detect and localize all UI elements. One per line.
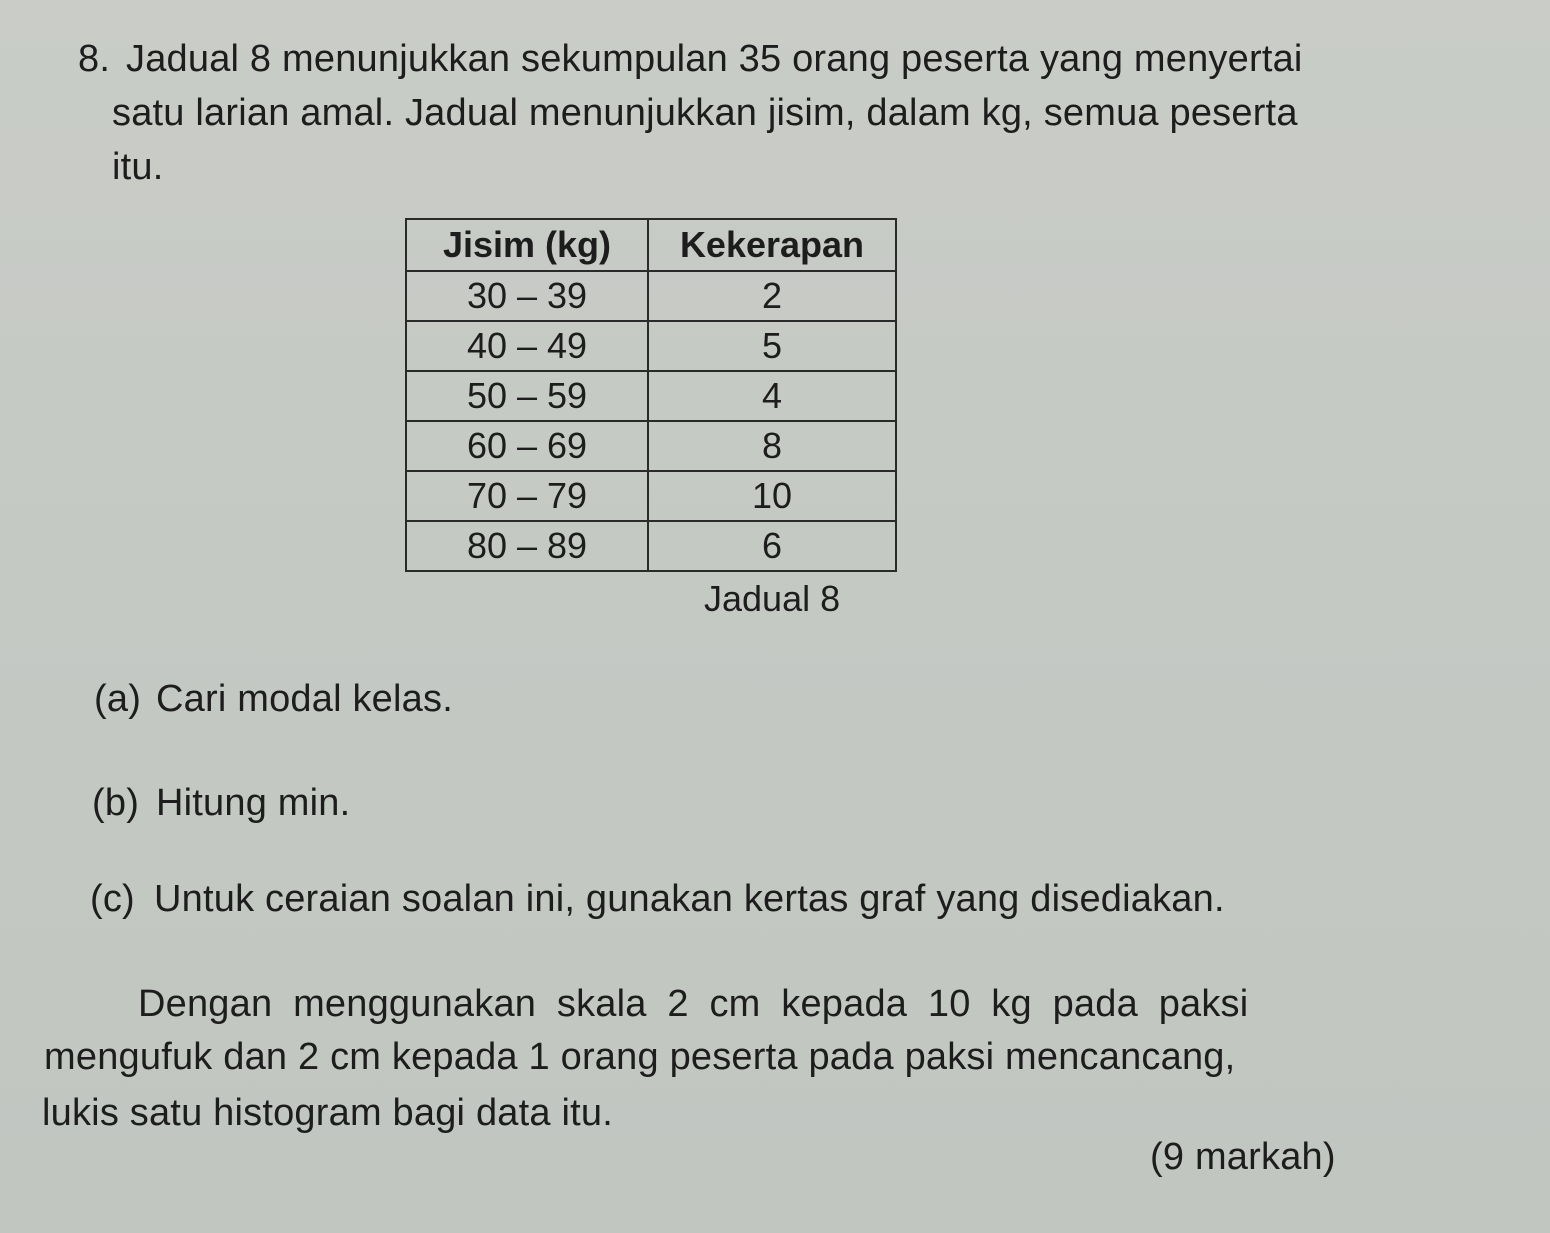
- frequency-cell: 4: [648, 371, 896, 421]
- frequency-cell: 10: [648, 471, 896, 521]
- table-row: [406, 471, 896, 521]
- table-header-row: [406, 219, 896, 271]
- frequency-cell: 6: [648, 521, 896, 571]
- part-a-text: Cari modal kelas.: [156, 678, 453, 720]
- weight-cell: 60 – 69: [406, 421, 648, 471]
- weight-cell: 70 – 79: [406, 471, 648, 521]
- intro-line-3: itu.: [112, 146, 164, 188]
- weight-cell: 80 – 89: [406, 521, 648, 571]
- weight-cell: 40 – 49: [406, 321, 648, 371]
- part-c-instruction-1: Dengan menggunakan skala 2 cm kepada 10 kg pada paksi: [138, 983, 1249, 1025]
- part-c-instruction-3: lukis satu histogram bagi data itu.: [42, 1092, 613, 1134]
- part-b-text: Hitung min.: [156, 782, 351, 824]
- table-row: [406, 521, 896, 571]
- question-number: 8.: [78, 38, 111, 80]
- header-frequency: Kekerapan: [648, 219, 896, 271]
- header-weight: Jisim (kg): [406, 219, 648, 271]
- frequency-table: [405, 218, 897, 572]
- table-row: [406, 421, 896, 471]
- table-caption: Jadual 8: [704, 578, 841, 619]
- part-a-label: (a): [94, 678, 142, 720]
- intro-line-1: Jadual 8 menunjukkan sekumpulan 35 orang peserta yang menyertai: [126, 38, 1303, 80]
- intro-line-2: satu larian amal. Jadual menunjukkan jisim, dalam kg, semua peserta: [112, 92, 1298, 134]
- weight-cell: 50 – 59: [406, 371, 648, 421]
- part-b-label: (b): [92, 782, 140, 824]
- part-c-label: (c): [90, 878, 135, 920]
- marks-label: (9 markah): [1150, 1136, 1336, 1178]
- table-row: [406, 271, 896, 321]
- part-c-text: Untuk ceraian soalan ini, gunakan kertas graf yang disediakan.: [154, 878, 1225, 920]
- part-c-instruction-2: mengufuk dan 2 cm kepada 1 orang peserta pada paksi mencancang,: [44, 1036, 1236, 1078]
- frequency-cell: 5: [648, 321, 896, 371]
- weight-cell: 30 – 39: [406, 271, 648, 321]
- table-row: [406, 371, 896, 421]
- frequency-cell: 8: [648, 421, 896, 471]
- table-row: [406, 321, 896, 371]
- frequency-cell: 2: [648, 271, 896, 321]
